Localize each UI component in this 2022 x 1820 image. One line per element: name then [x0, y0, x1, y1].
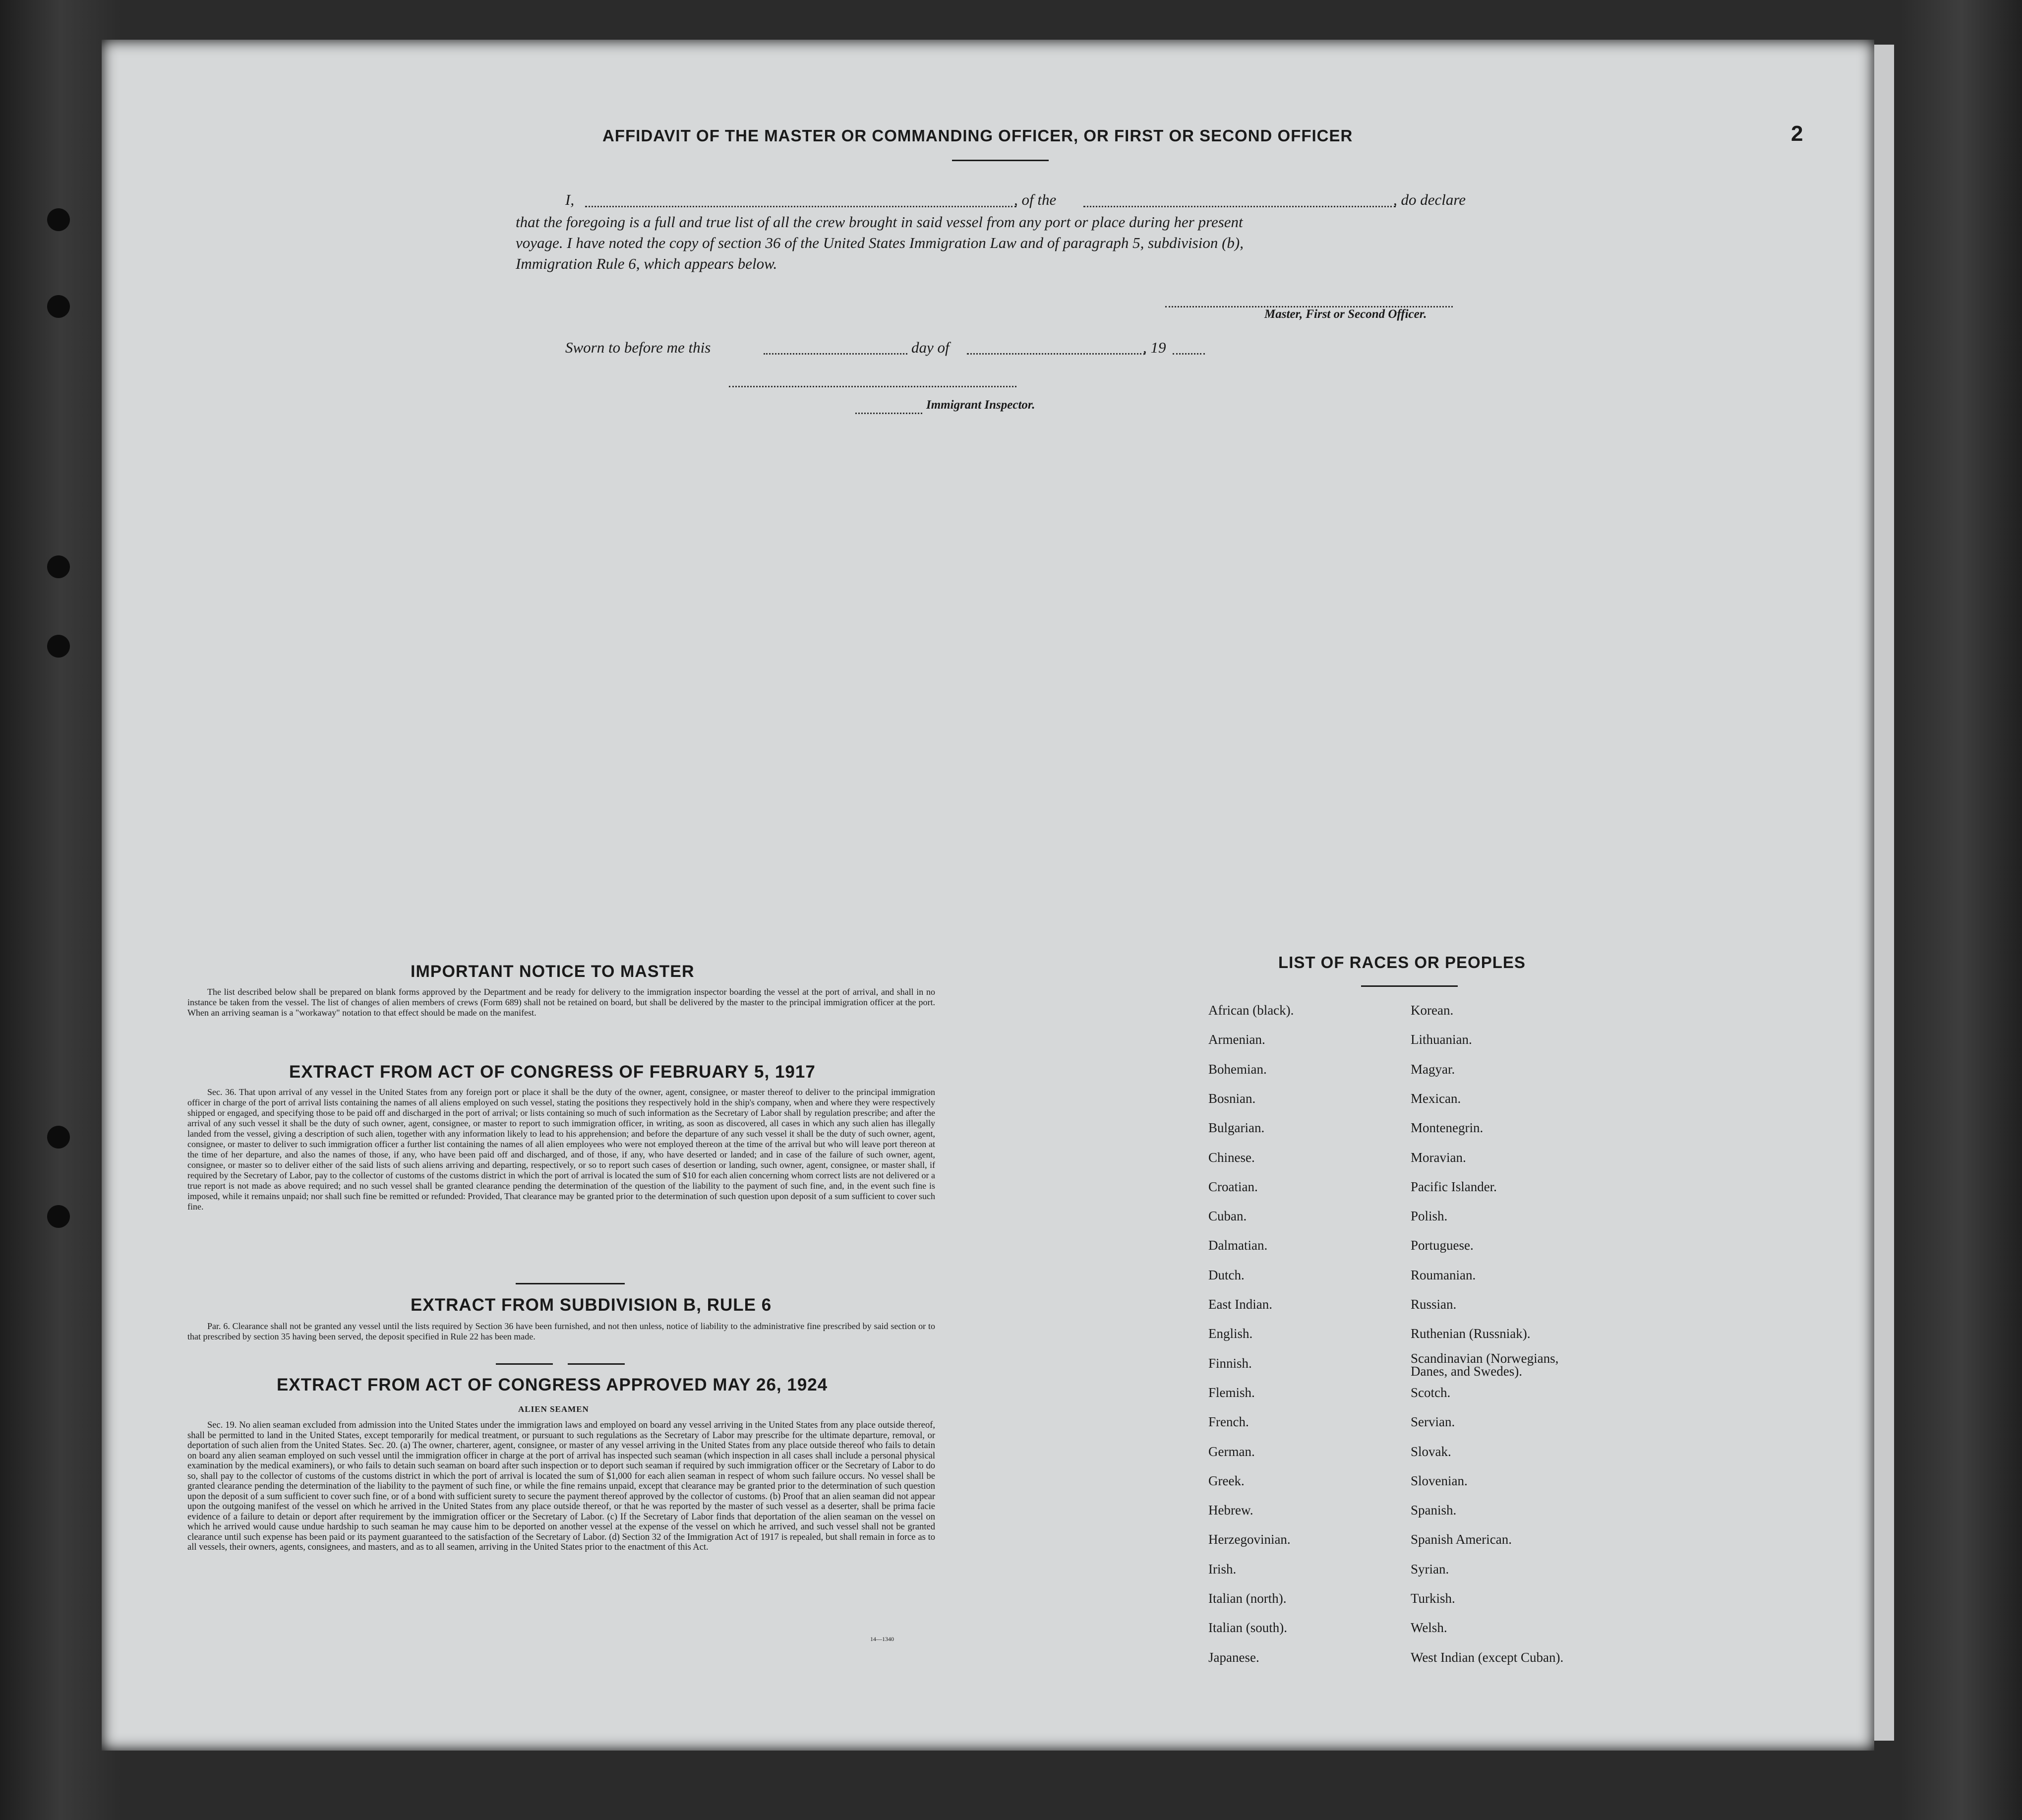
binder-hole: [47, 555, 70, 578]
race-item: German.: [1208, 1444, 1255, 1459]
race-item: Scandinavian (Norwegians, Danes, and Swedes).: [1411, 1350, 1559, 1379]
extract-rule-6-heading: EXTRACT FROM SUBDIVISION B, RULE 6: [411, 1295, 772, 1315]
binder-hole: [47, 1126, 70, 1149]
race-item: Spanish.: [1411, 1503, 1457, 1518]
sworn-label: Sworn to before me this: [565, 339, 711, 356]
race-item: Korean.: [1411, 1003, 1454, 1018]
name-blank: [585, 206, 1016, 207]
race-item: Lithuanian.: [1411, 1032, 1472, 1047]
vessel-blank: [1083, 206, 1396, 207]
race-item: Greek.: [1208, 1473, 1245, 1488]
race-item: West Indian (except Cuban).: [1411, 1649, 1564, 1665]
extract-1917-text: Sec. 36. That upon arrival of any vessel in the United States from any foreign port or place it shall be the duty of the owner, agent, consignee, or master thereof to deliver to the principal immigration officer in charge of the port of arrival lists containing the names of all aliens employed on such vessel, stating the positions they respectively hold in the ship's company, when and where they were respectively shipped or engaged, and specifying those to be paid off and discharged in the port of arrival; or lists containing so much of such information as the Secretary of Labor shall by regulation prescribe; and after the arrival of any such vessel it shall be the duty of such owner, agent, consignee, or master to report to such immigration officer, in writing, as soon as discovered, all cases in which any such alien has illegally landed from the vessel, giving a description of such alien, together with any information likely to lead to his apprehension; and before the departure of any such vessel it shall be the duty of such owner, agent, consignee, or master to deliver to such immigration officer a further list containing the names of all alien employees who were not employed thereon at the time of the arrival but who will leave port thereon at the time of her departure, and also the names of those, if any, who have been paid off and discharged, and of those, if any, who have deserted or landed; and in case of the failure of such owner, agent, consignee, or master so to deliver either of the said lists of such aliens arriving and departing, respectively, or so to report such cases of desertion or landing, such owner, agent, consignee, or master shall, if required by the Secretary of Labor, pay to the collector of customs of the customs district in which the port of arrival is located the sum of $10 for each alien concerning whom correct lists are not delivered or a true report is not made as above required; and no such vessel shall be granted clearance pending the determination of the question of the liability to the payment of such fine, and, in the event such fine is imposed, while it remains unpaid; nor shall such fine be remitted or refunded: Provided, That clearance may be granted prior to the determination of such question upon deposit of a sum sufficient to cover such fine.: [187, 1087, 935, 1212]
section-divider: [568, 1363, 625, 1365]
race-item: Mexican.: [1411, 1091, 1461, 1106]
year-label: , 19: [1143, 339, 1166, 356]
extract-1917-heading: EXTRACT FROM ACT OF CONGRESS OF FEBRUARY 5, 1917: [289, 1062, 816, 1082]
race-item: French.: [1208, 1414, 1249, 1430]
race-item: Pacific Islander.: [1411, 1179, 1497, 1194]
race-item: Portuguese.: [1411, 1238, 1474, 1253]
section-divider: [496, 1363, 553, 1365]
race-item: Herzegovinian.: [1208, 1532, 1291, 1547]
race-item: Magyar.: [1411, 1061, 1455, 1077]
race-item: Italian (north).: [1208, 1591, 1287, 1606]
page-edge: [1874, 45, 1894, 1741]
inspector-line: [729, 386, 1016, 387]
race-item: Russian.: [1411, 1297, 1457, 1312]
sworn-month-blank: [967, 353, 1145, 355]
race-item: Dutch.: [1208, 1267, 1245, 1282]
race-item: Ruthenian (Russniak).: [1411, 1326, 1531, 1341]
inspector-label: Immigrant Inspector.: [926, 398, 1035, 412]
race-item: Polish.: [1411, 1209, 1448, 1224]
page-number: 2: [1791, 121, 1803, 146]
i-label: I,: [565, 191, 575, 208]
year-blank: [1173, 353, 1205, 355]
race-item: Bohemian.: [1208, 1061, 1267, 1077]
race-item: Montenegrin.: [1411, 1120, 1484, 1136]
race-item: Bulgarian.: [1208, 1120, 1265, 1136]
affidavit-line-4: Immigration Rule 6, which appears below.: [516, 255, 777, 272]
form-number: 14—1340: [870, 1636, 894, 1642]
day-of-label: day of: [911, 339, 950, 356]
race-item: Hebrew.: [1208, 1503, 1253, 1518]
race-item: Italian (south).: [1208, 1620, 1287, 1636]
races-heading-rule: [1361, 985, 1458, 987]
signature-label: Master, First or Second Officer.: [1264, 307, 1427, 321]
race-item: Flemish.: [1208, 1385, 1255, 1400]
binder-hole: [47, 295, 70, 318]
race-item: Cuban.: [1208, 1209, 1247, 1224]
race-item: Servian.: [1411, 1414, 1455, 1430]
race-item: Japanese.: [1208, 1649, 1259, 1665]
heading-rule: [952, 160, 1049, 161]
race-item: Finnish.: [1208, 1355, 1252, 1371]
race-item: East Indian.: [1208, 1297, 1272, 1312]
extract-rule-6-text: Par. 6. Clearance shall not be granted any vessel until the lists required by Section 36 have been furnished, and not then unless, notice of liability to the administrative fine prescribed by said section or to that prescribed by section 35 having been served, the deposit specified in Rule 22 has been made.: [187, 1321, 935, 1341]
binder-hole: [47, 635, 70, 658]
race-item: Irish.: [1208, 1561, 1237, 1577]
race-item: Spanish American.: [1411, 1532, 1512, 1547]
notice-heading: IMPORTANT NOTICE TO MASTER: [411, 962, 695, 981]
race-item: Dalmatian.: [1208, 1238, 1268, 1253]
race-item: Slovenian.: [1411, 1473, 1468, 1488]
race-item: Croatian.: [1208, 1179, 1258, 1194]
sworn-day-blank: [764, 353, 907, 355]
race-item: Moravian.: [1411, 1150, 1466, 1165]
race-item: African (black).: [1208, 1003, 1294, 1018]
notice-text: The list described below shall be prepared on blank forms approved by the Department and be ready for delivery to the immigration inspector boarding the vessel at the port of arrival, and shall in no instance be taken from the vessel. The list of changes of alien members of crews (Form 689) shall not be retained on board, but shall be delivered by the master to the principal immigration officer at the port. When an arriving seaman is a "workaway" notation to that effect should be made on the manifest.: [187, 987, 935, 1018]
race-item: Roumanian.: [1411, 1267, 1476, 1282]
of-the-label: , of the: [1014, 191, 1057, 208]
race-item: Scotch.: [1411, 1385, 1451, 1400]
section-divider: [516, 1283, 625, 1284]
race-item: Bosnian.: [1208, 1091, 1256, 1106]
race-item: Chinese.: [1208, 1150, 1255, 1165]
race-item: Slovak.: [1411, 1444, 1451, 1459]
binder-hole: [47, 1205, 70, 1228]
race-item: Syrian.: [1411, 1561, 1449, 1577]
race-item: Armenian.: [1208, 1032, 1265, 1047]
races-heading: LIST OF RACES OR PEOPLES: [1278, 953, 1526, 971]
inspector-short-line: [855, 413, 922, 414]
race-item: Welsh.: [1411, 1620, 1447, 1636]
affidavit-heading: AFFIDAVIT OF THE MASTER OR COMMANDING OFFICER, OR FIRST OR SECOND OFFICER: [602, 126, 1353, 145]
affidavit-line-2: that the foregoing is a full and true list of all the crew brought in said vessel from any port or place during her present: [516, 213, 1243, 231]
affidavit-line-3: voyage. I have noted the copy of section 36 of the United States Immigration Law and of paragraph 5, subdivision (b),: [516, 234, 1244, 251]
do-declare-label: , do declare: [1393, 191, 1466, 208]
alien-seamen-subheading: ALIEN SEAMEN: [518, 1404, 589, 1414]
race-item: English.: [1208, 1326, 1253, 1341]
extract-1924-text: Sec. 19. No alien seaman excluded from admission into the United States under the immigration laws and employed on board any vessel arriving in the United States from any place outside thereof, shall be permitted to land in the United States, except temporarily for medical treatment, or pursuant to such regulations as the Secretary of Labor may prescribe for the ultimate departure, removal, or deportation of such alien from the United States. Sec. 20. (a) The owner, charterer, agent, consignee, or master of any vessel arriving in the United States from any place outside thereof who fails to detain on board any alien seaman employed on such vessel until the immigration officer in charge at the port of arrival has inspected such seaman (which inspection in all cases shall include a personal physical examination by the medical examiners), or who fails to detain such seaman on board after such inspection or to deport such seaman if required by such immigration officer or the Secretary of Labor to do so, shall pay to the collector of customs of the customs district in which the port of arrival is located the sum of $1,000 for each alien seaman in respect of whom such failure occurs. No vessel shall be granted clearance pending the determination of the liability to the payment of such fine, or while the fine remains unpaid, except that clearance may be granted prior to the determination of such question upon the deposit of a sum sufficient to cover such fine, or of a bond with sufficient surety to secure the payment thereof approved by the collector of customs. (b) Proof that an alien seaman did not appear upon the outgoing manifest of the vessel on which he arrived in the United States from any place outside thereof, or that he was reported by the master of such vessel as a deserter, shall be prima facie evidence of a failure to detain or deport after requirement by the immigration officer or the Secretary of Labor. (c) If the Secretary of Labor finds that deportation of the alien seaman on the vessel on which he arrived would cause undue hardship to such seaman he may cause him to be deported on another vessel at the expense of the vessel on which he arrived, and such vessel shall not be granted clearance until such expense has been paid or its payment guaranteed to the satisfaction of the Secretary of Labor. (d) Section 32 of the Immigration Act of 1917 is repealed, but shall remain in force as to all vessels, their owners, agents, consignees, and masters, and as to all seamen, arriving in the United States prior to the enactment of this Act.: [187, 1420, 935, 1552]
binder-hole: [47, 208, 70, 231]
race-item: Turkish.: [1411, 1591, 1455, 1606]
extract-1924-heading: EXTRACT FROM ACT OF CONGRESS APPROVED MAY 26, 1924: [277, 1375, 828, 1395]
